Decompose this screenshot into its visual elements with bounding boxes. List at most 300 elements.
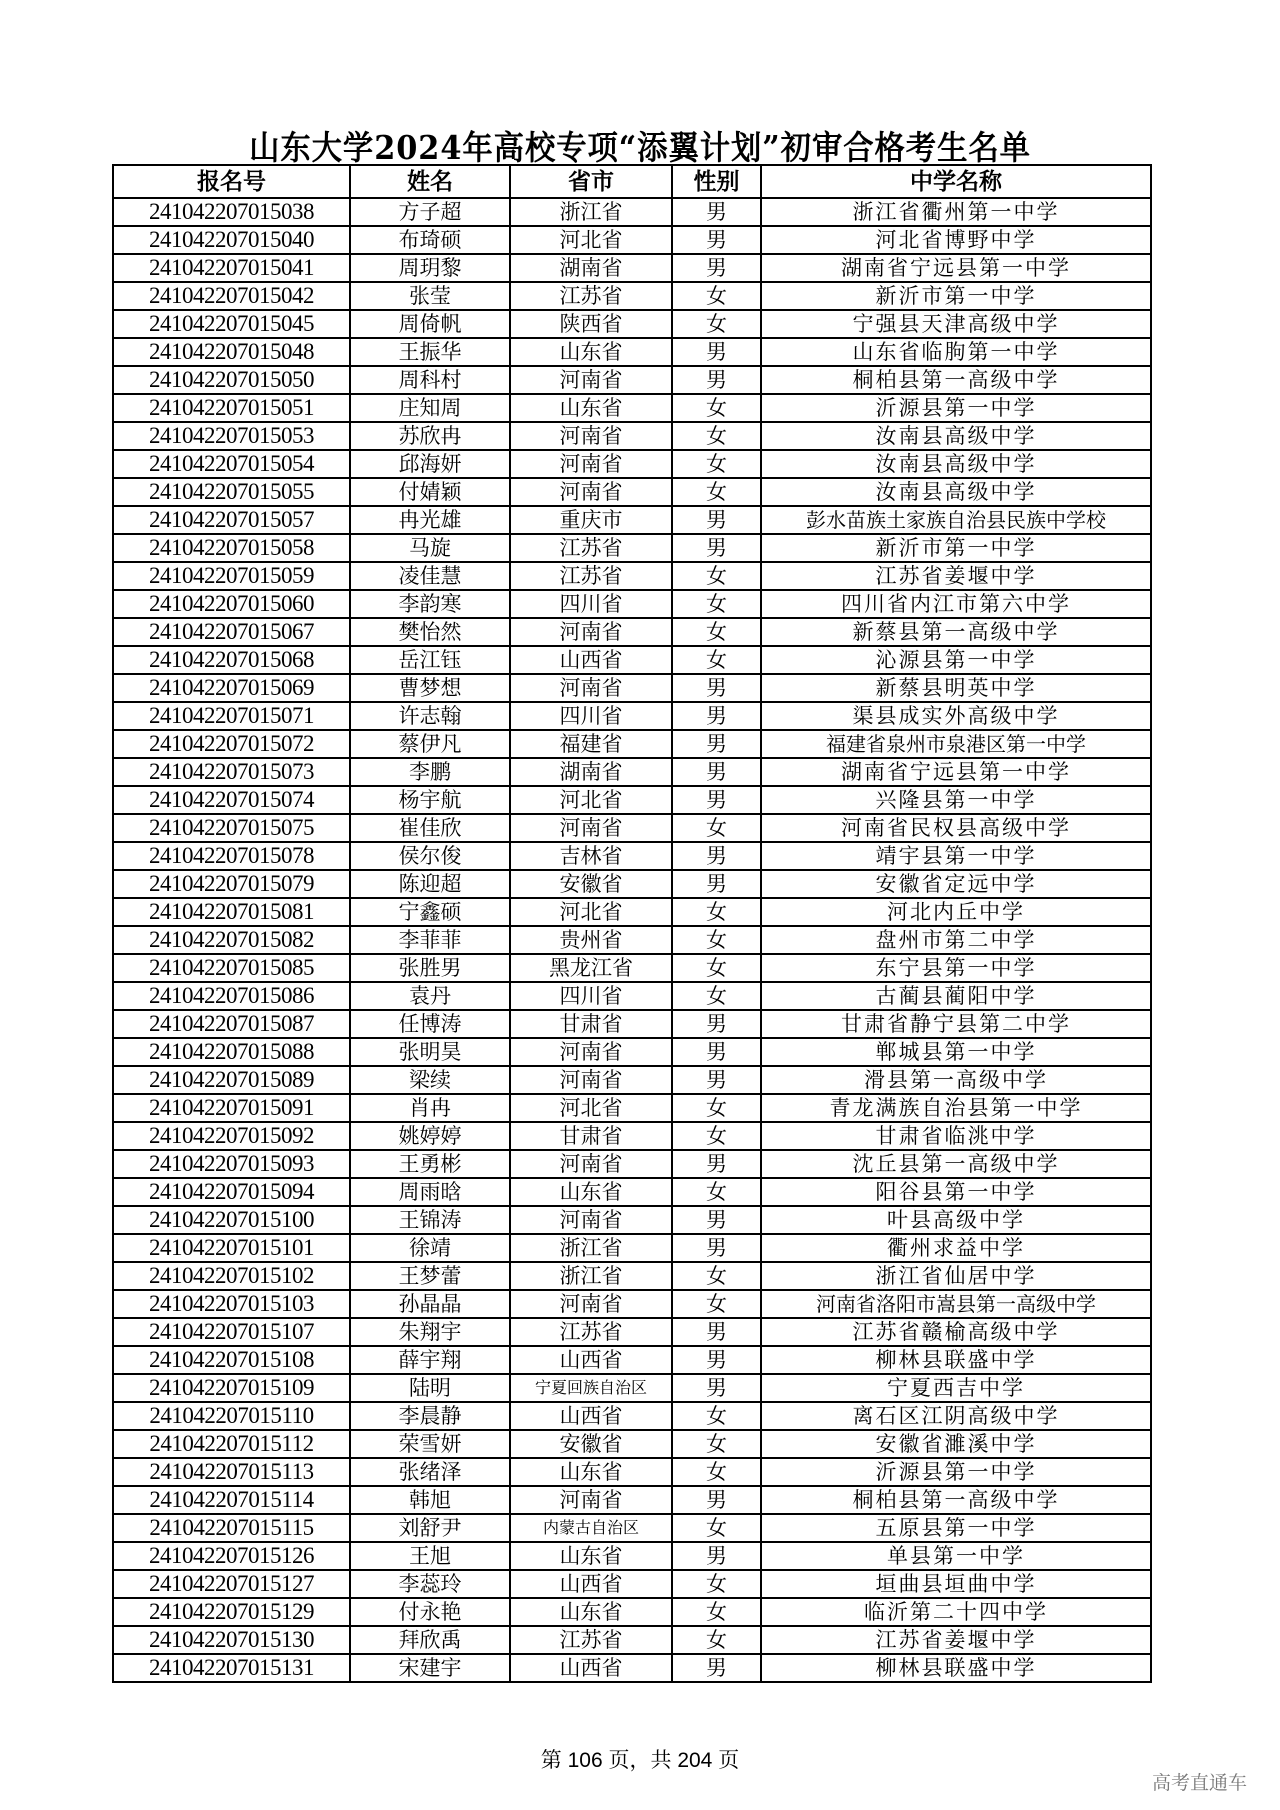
gender-cell: 女: [672, 450, 761, 478]
province-cell: 四川省: [510, 982, 672, 1010]
table-row: [113, 1570, 1151, 1598]
name-cell: 朱翔宇: [350, 1318, 510, 1346]
gender-cell: 男: [672, 226, 761, 254]
registration-number-cell: 241042207015053: [113, 422, 350, 450]
province-cell: 四川省: [510, 590, 672, 618]
registration-number-cell: 241042207015112: [113, 1430, 350, 1458]
name-cell: 王锦涛: [350, 1206, 510, 1234]
registration-number-cell: 241042207015050: [113, 366, 350, 394]
province-cell: 湖南省: [510, 254, 672, 282]
school-cell: 宁强县天津高级中学: [761, 310, 1151, 338]
registration-number-cell: 241042207015115: [113, 1514, 350, 1542]
name-cell: 布琦硕: [350, 226, 510, 254]
table-row: [113, 1038, 1151, 1066]
province-cell: 湖南省: [510, 758, 672, 786]
gender-cell: 男: [672, 198, 761, 226]
school-cell: 浙江省仙居中学: [761, 1262, 1151, 1290]
province-cell: 河南省: [510, 1038, 672, 1066]
province-cell: 安徽省: [510, 1430, 672, 1458]
province-cell: 河南省: [510, 674, 672, 702]
school-cell: 汝南县高级中学: [761, 422, 1151, 450]
registration-number-cell: 241042207015071: [113, 702, 350, 730]
gender-cell: 女: [672, 1402, 761, 1430]
name-cell: 岳江钰: [350, 646, 510, 674]
school-cell: 郸城县第一中学: [761, 1038, 1151, 1066]
province-cell: 陕西省: [510, 310, 672, 338]
province-cell: 河南省: [510, 1066, 672, 1094]
school-cell: 东宁县第一中学: [761, 954, 1151, 982]
school-cell: 五原县第一中学: [761, 1514, 1151, 1542]
registration-number-cell: 241042207015058: [113, 534, 350, 562]
province-cell: 山东省: [510, 338, 672, 366]
registration-number-cell: 241042207015042: [113, 282, 350, 310]
province-cell: 河北省: [510, 898, 672, 926]
province-cell: 河南省: [510, 1206, 672, 1234]
table-row: [113, 758, 1151, 786]
school-cell: 单县第一中学: [761, 1542, 1151, 1570]
name-cell: 李菲菲: [350, 926, 510, 954]
province-cell: 山东省: [510, 1598, 672, 1626]
school-cell: 汝南县高级中学: [761, 450, 1151, 478]
school-cell: 宁夏西吉中学: [761, 1374, 1151, 1402]
table-header-row: [113, 165, 1151, 198]
gender-cell: 男: [672, 366, 761, 394]
name-cell: 樊怡然: [350, 618, 510, 646]
registration-number-cell: 241042207015051: [113, 394, 350, 422]
table-row: [113, 1402, 1151, 1430]
name-cell: 侯尔俊: [350, 842, 510, 870]
name-cell: 李鹏: [350, 758, 510, 786]
school-cell: 青龙满族自治县第一中学: [761, 1094, 1151, 1122]
name-cell: 梁续: [350, 1066, 510, 1094]
name-cell: 周雨晗: [350, 1178, 510, 1206]
name-cell: 任博涛: [350, 1010, 510, 1038]
name-cell: 王勇彬: [350, 1150, 510, 1178]
name-cell: 宁鑫硕: [350, 898, 510, 926]
name-cell: 苏欣冉: [350, 422, 510, 450]
school-cell: 衢州求益中学: [761, 1234, 1151, 1262]
name-cell: 薛宇翔: [350, 1346, 510, 1374]
school-cell: 沂源县第一中学: [761, 394, 1151, 422]
table-row: [113, 618, 1151, 646]
table-row: [113, 870, 1151, 898]
school-cell: 新蔡县第一高级中学: [761, 618, 1151, 646]
table-row: [113, 366, 1151, 394]
table-row: [113, 702, 1151, 730]
name-cell: 邱海妍: [350, 450, 510, 478]
table-row: [113, 310, 1151, 338]
school-cell: 安徽省定远中学: [761, 870, 1151, 898]
province-cell: 江苏省: [510, 1318, 672, 1346]
name-cell: 马旋: [350, 534, 510, 562]
name-cell: 张绪泽: [350, 1458, 510, 1486]
school-cell: 江苏省赣榆高级中学: [761, 1318, 1151, 1346]
gender-cell: 男: [672, 506, 761, 534]
table-row: [113, 674, 1151, 702]
name-cell: 付婧颖: [350, 478, 510, 506]
gender-cell: 男: [672, 1318, 761, 1346]
province-cell: 河南省: [510, 1486, 672, 1514]
table-row: [113, 1458, 1151, 1486]
school-cell: 浙江省衢州第一中学: [761, 198, 1151, 226]
name-cell: 徐靖: [350, 1234, 510, 1262]
name-cell: 刘舒尹: [350, 1514, 510, 1542]
gender-cell: 男: [672, 1374, 761, 1402]
gender-cell: 女: [672, 562, 761, 590]
table-row: [113, 1122, 1151, 1150]
name-cell: 韩旭: [350, 1486, 510, 1514]
name-cell: 姚婷婷: [350, 1122, 510, 1150]
gender-cell: 女: [672, 618, 761, 646]
registration-number-cell: 241042207015088: [113, 1038, 350, 1066]
name-cell: 荣雪妍: [350, 1430, 510, 1458]
province-cell: 山西省: [510, 1346, 672, 1374]
name-cell: 方子超: [350, 198, 510, 226]
table-row: [113, 282, 1151, 310]
registration-number-cell: 241042207015085: [113, 954, 350, 982]
school-cell: 沁源县第一中学: [761, 646, 1151, 674]
name-cell: 陆明: [350, 1374, 510, 1402]
gender-cell: 女: [672, 898, 761, 926]
registration-number-cell: 241042207015067: [113, 618, 350, 646]
name-cell: 崔佳欣: [350, 814, 510, 842]
province-cell: 河南省: [510, 618, 672, 646]
school-cell: 柳林县联盛中学: [761, 1346, 1151, 1374]
province-cell: 河南省: [510, 1290, 672, 1318]
province-cell: 河北省: [510, 1094, 672, 1122]
registration-number-cell: 241042207015127: [113, 1570, 350, 1598]
school-cell: 桐柏县第一高级中学: [761, 366, 1151, 394]
name-cell: 张明昊: [350, 1038, 510, 1066]
gender-cell: 男: [672, 758, 761, 786]
school-cell: 河北省博野中学: [761, 226, 1151, 254]
table-row: [113, 982, 1151, 1010]
school-cell: 古蔺县蔺阳中学: [761, 982, 1151, 1010]
name-cell: 杨宇航: [350, 786, 510, 814]
province-cell: 山西省: [510, 646, 672, 674]
name-cell: 李晨静: [350, 1402, 510, 1430]
name-cell: 肖冉: [350, 1094, 510, 1122]
registration-number-cell: 241042207015102: [113, 1262, 350, 1290]
province-cell: 河北省: [510, 226, 672, 254]
gender-cell: 女: [672, 478, 761, 506]
watermark: 高考直通车: [1152, 1773, 1248, 1794]
table-row: [113, 450, 1151, 478]
registration-number-cell: 241042207015082: [113, 926, 350, 954]
registration-number-cell: 241042207015040: [113, 226, 350, 254]
province-cell: 河北省: [510, 786, 672, 814]
school-cell: 江苏省姜堰中学: [761, 1626, 1151, 1654]
school-cell: 汝南县高级中学: [761, 478, 1151, 506]
name-cell: 陈迎超: [350, 870, 510, 898]
school-cell: 柳林县联盛中学: [761, 1654, 1151, 1682]
province-cell: 河南省: [510, 366, 672, 394]
province-cell: 山西省: [510, 1654, 672, 1682]
gender-cell: 女: [672, 954, 761, 982]
registration-number-cell: 241042207015055: [113, 478, 350, 506]
gender-cell: 女: [672, 1094, 761, 1122]
school-cell: 四川省内江市第六中学: [761, 590, 1151, 618]
table-row: [113, 1178, 1151, 1206]
registration-number-cell: 241042207015074: [113, 786, 350, 814]
gender-cell: 男: [672, 730, 761, 758]
province-cell: 黑龙江省: [510, 954, 672, 982]
registration-number-cell: 241042207015101: [113, 1234, 350, 1262]
table-row: [113, 1626, 1151, 1654]
table-row: [113, 590, 1151, 618]
registration-number-cell: 241042207015089: [113, 1066, 350, 1094]
gender-cell: 男: [672, 1066, 761, 1094]
registration-number-cell: 241042207015081: [113, 898, 350, 926]
table-row: [113, 898, 1151, 926]
school-cell: 新沂市第一中学: [761, 282, 1151, 310]
province-cell: 重庆市: [510, 506, 672, 534]
province-cell: 甘肃省: [510, 1010, 672, 1038]
school-cell: 河北内丘中学: [761, 898, 1151, 926]
registration-number-cell: 241042207015093: [113, 1150, 350, 1178]
name-cell: 袁丹: [350, 982, 510, 1010]
gender-cell: 男: [672, 1038, 761, 1066]
registration-number-cell: 241042207015073: [113, 758, 350, 786]
registration-number-cell: 241042207015087: [113, 1010, 350, 1038]
gender-cell: 女: [672, 646, 761, 674]
province-cell: 四川省: [510, 702, 672, 730]
registration-number-cell: 241042207015045: [113, 310, 350, 338]
table-row: [113, 562, 1151, 590]
table-row: [113, 926, 1151, 954]
column-header-registration-number: 报名号: [113, 165, 350, 198]
province-cell: 江苏省: [510, 534, 672, 562]
province-cell: 贵州省: [510, 926, 672, 954]
gender-cell: 女: [672, 1570, 761, 1598]
name-cell: 冉光雄: [350, 506, 510, 534]
gender-cell: 女: [672, 982, 761, 1010]
gender-cell: 男: [672, 870, 761, 898]
table-row: [113, 338, 1151, 366]
name-cell: 凌佳慧: [350, 562, 510, 590]
name-cell: 周科村: [350, 366, 510, 394]
registration-number-cell: 241042207015059: [113, 562, 350, 590]
gender-cell: 男: [672, 1346, 761, 1374]
province-cell: 山东省: [510, 1542, 672, 1570]
school-cell: 河南省民权县高级中学: [761, 814, 1151, 842]
registration-number-cell: 241042207015114: [113, 1486, 350, 1514]
province-cell: 吉林省: [510, 842, 672, 870]
school-cell: 甘肃省静宁县第二中学: [761, 1010, 1151, 1038]
table-row: [113, 534, 1151, 562]
gender-cell: 男: [672, 786, 761, 814]
school-cell: 靖宇县第一中学: [761, 842, 1151, 870]
school-cell: 临沂第二十四中学: [761, 1598, 1151, 1626]
gender-cell: 女: [672, 310, 761, 338]
table-row: [113, 1318, 1151, 1346]
gender-cell: 男: [672, 1654, 761, 1682]
province-cell: 山西省: [510, 1402, 672, 1430]
province-cell: 浙江省: [510, 198, 672, 226]
province-cell: 山东省: [510, 394, 672, 422]
table-row: [113, 842, 1151, 870]
school-cell: 新沂市第一中学: [761, 534, 1151, 562]
table-row: [113, 1346, 1151, 1374]
registration-number-cell: 241042207015113: [113, 1458, 350, 1486]
column-header-gender: 性别: [672, 165, 761, 198]
province-cell: 山西省: [510, 1570, 672, 1598]
registration-number-cell: 241042207015091: [113, 1094, 350, 1122]
registration-number-cell: 241042207015108: [113, 1346, 350, 1374]
school-cell: 江苏省姜堰中学: [761, 562, 1151, 590]
school-cell: 渠县成实外高级中学: [761, 702, 1151, 730]
table-row: [113, 1010, 1151, 1038]
gender-cell: 男: [672, 534, 761, 562]
gender-cell: 男: [672, 338, 761, 366]
gender-cell: 女: [672, 1262, 761, 1290]
table-row: [113, 814, 1151, 842]
gender-cell: 男: [672, 1542, 761, 1570]
registration-number-cell: 241042207015110: [113, 1402, 350, 1430]
province-cell: 河南省: [510, 1150, 672, 1178]
name-cell: 李蕊玲: [350, 1570, 510, 1598]
name-cell: 周玥黎: [350, 254, 510, 282]
province-cell: 江苏省: [510, 1626, 672, 1654]
province-cell: 浙江省: [510, 1262, 672, 1290]
page-number: 第 106 页，共 204 页: [540, 1749, 740, 1772]
table-row: [113, 226, 1151, 254]
table-row: [113, 1094, 1151, 1122]
school-cell: 垣曲县垣曲中学: [761, 1570, 1151, 1598]
name-cell: 拜欣禹: [350, 1626, 510, 1654]
registration-number-cell: 241042207015060: [113, 590, 350, 618]
school-cell: 福建省泉州市泉港区第一中学: [761, 730, 1151, 758]
name-cell: 王梦蕾: [350, 1262, 510, 1290]
province-cell: 山东省: [510, 1178, 672, 1206]
gender-cell: 女: [672, 1430, 761, 1458]
registration-number-cell: 241042207015038: [113, 198, 350, 226]
province-cell: 河南省: [510, 814, 672, 842]
school-cell: 安徽省濉溪中学: [761, 1430, 1151, 1458]
gender-cell: 女: [672, 1514, 761, 1542]
column-header-school: 中学名称: [761, 165, 1151, 198]
province-cell: 河南省: [510, 478, 672, 506]
gender-cell: 女: [672, 926, 761, 954]
gender-cell: 女: [672, 1122, 761, 1150]
table-row: [113, 1430, 1151, 1458]
table-row: [113, 646, 1151, 674]
gender-cell: 男: [672, 674, 761, 702]
school-cell: 兴隆县第一中学: [761, 786, 1151, 814]
province-cell: 福建省: [510, 730, 672, 758]
gender-cell: 男: [672, 1150, 761, 1178]
name-cell: 李韵寒: [350, 590, 510, 618]
registration-number-cell: 241042207015109: [113, 1374, 350, 1402]
name-cell: 曹梦想: [350, 674, 510, 702]
province-cell: 内蒙古自治区: [510, 1514, 672, 1542]
table-row: [113, 730, 1151, 758]
table-row: [113, 1598, 1151, 1626]
school-cell: 沈丘县第一高级中学: [761, 1150, 1151, 1178]
gender-cell: 男: [672, 702, 761, 730]
registration-number-cell: 241042207015131: [113, 1654, 350, 1682]
name-cell: 孙晶晶: [350, 1290, 510, 1318]
table-body: [113, 198, 1151, 1682]
gender-cell: 女: [672, 1626, 761, 1654]
school-cell: 阳谷县第一中学: [761, 1178, 1151, 1206]
registration-number-cell: 241042207015041: [113, 254, 350, 282]
registration-number-cell: 241042207015130: [113, 1626, 350, 1654]
gender-cell: 女: [672, 814, 761, 842]
gender-cell: 男: [672, 254, 761, 282]
table-row: [113, 506, 1151, 534]
school-cell: 新蔡县明英中学: [761, 674, 1151, 702]
name-cell: 庄知周: [350, 394, 510, 422]
registration-number-cell: 241042207015129: [113, 1598, 350, 1626]
column-header-name: 姓名: [350, 165, 510, 198]
province-cell: 浙江省: [510, 1234, 672, 1262]
school-cell: 河南省洛阳市嵩县第一高级中学: [761, 1290, 1151, 1318]
province-cell: 河南省: [510, 450, 672, 478]
registration-number-cell: 241042207015103: [113, 1290, 350, 1318]
candidate-table: [112, 164, 1152, 1683]
name-cell: 张莹: [350, 282, 510, 310]
name-cell: 蔡伊凡: [350, 730, 510, 758]
registration-number-cell: 241042207015086: [113, 982, 350, 1010]
gender-cell: 男: [672, 842, 761, 870]
province-cell: 山东省: [510, 1458, 672, 1486]
table-row: [113, 1374, 1151, 1402]
gender-cell: 女: [672, 1178, 761, 1206]
table-row: [113, 198, 1151, 226]
province-cell: 河南省: [510, 422, 672, 450]
table-row: [113, 1206, 1151, 1234]
table-row: [113, 1066, 1151, 1094]
table-row: [113, 1486, 1151, 1514]
gender-cell: 女: [672, 422, 761, 450]
gender-cell: 女: [672, 394, 761, 422]
name-cell: 宋建宇: [350, 1654, 510, 1682]
province-cell: 江苏省: [510, 562, 672, 590]
table-row: [113, 478, 1151, 506]
name-cell: 王振华: [350, 338, 510, 366]
column-header-province: 省市: [510, 165, 672, 198]
registration-number-cell: 241042207015100: [113, 1206, 350, 1234]
school-cell: 滑县第一高级中学: [761, 1066, 1151, 1094]
registration-number-cell: 241042207015075: [113, 814, 350, 842]
table-row: [113, 786, 1151, 814]
table-row: [113, 254, 1151, 282]
table-row: [113, 1514, 1151, 1542]
registration-number-cell: 241042207015094: [113, 1178, 350, 1206]
gender-cell: 女: [672, 590, 761, 618]
name-cell: 张胜男: [350, 954, 510, 982]
registration-number-cell: 241042207015079: [113, 870, 350, 898]
table-row: [113, 1290, 1151, 1318]
table-row: [113, 1150, 1151, 1178]
gender-cell: 女: [672, 1290, 761, 1318]
school-cell: 离石区江阴高级中学: [761, 1402, 1151, 1430]
registration-number-cell: 241042207015048: [113, 338, 350, 366]
registration-number-cell: 241042207015069: [113, 674, 350, 702]
school-cell: 沂源县第一中学: [761, 1458, 1151, 1486]
province-cell: 安徽省: [510, 870, 672, 898]
registration-number-cell: 241042207015107: [113, 1318, 350, 1346]
registration-number-cell: 241042207015092: [113, 1122, 350, 1150]
province-cell: 宁夏回族自治区: [510, 1374, 672, 1402]
registration-number-cell: 241042207015054: [113, 450, 350, 478]
gender-cell: 女: [672, 1458, 761, 1486]
table-row: [113, 1234, 1151, 1262]
name-cell: 付永艳: [350, 1598, 510, 1626]
school-cell: 叶县高级中学: [761, 1206, 1151, 1234]
school-cell: 彭水苗族土家族自治县民族中学校: [761, 506, 1151, 534]
